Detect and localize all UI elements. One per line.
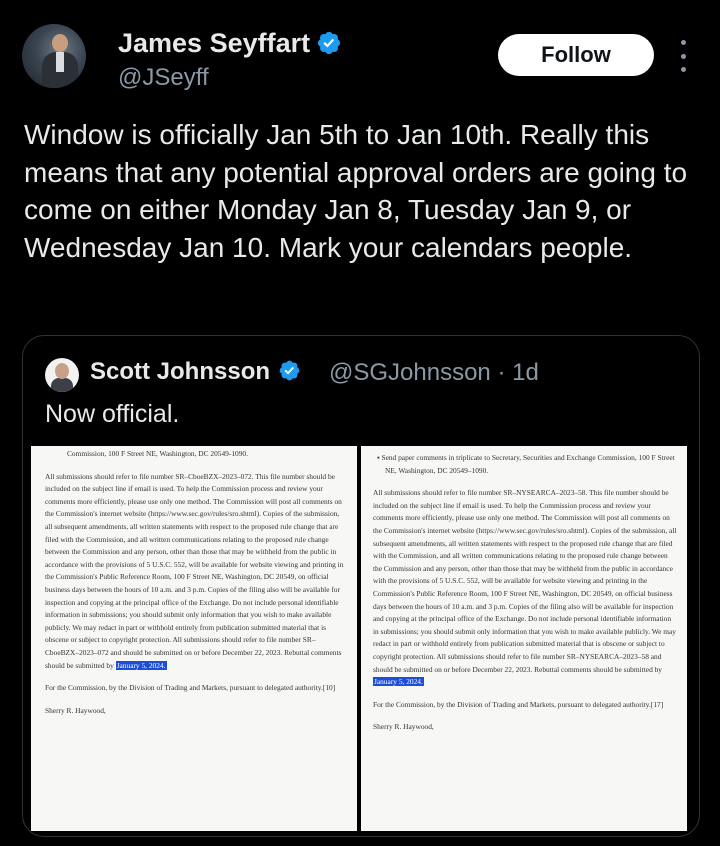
more-options-icon[interactable] [676,40,690,72]
quoted-avatar-figure-head [55,363,69,379]
author-avatar[interactable] [22,24,86,88]
quoted-author-name[interactable]: Scott Johnsson [90,358,271,385]
doc-paragraph [373,487,677,689]
doc-bullet: ▪ Send paper comments in triplicate to Secretary, Securities and Exchange Commission, 100 F Street NE, Washington, DC 20549–1090. [377,453,675,475]
quoted-author-meta[interactable] [329,359,539,387]
quoted-avatar-figure-body [51,378,73,392]
verified-badge-icon [316,30,342,56]
author-handle[interactable]: @JSeyff [118,64,209,91]
doc-address: Commission, 100 F Street NE, Washington, DC 20549-1090. [67,449,248,458]
document-image-right[interactable] [361,446,687,831]
doc-body-text: All submissions should refer to file number SR–NYSEARCA–2023–58. This file number should be included on the subject line if email is used. To help the Commission process and review your comments more efficiently, please use only one method. The Commission will post all comments on the Commission's internet website (https://www.sec.gov/rules/sro.shtml). Copies of the submission, all subsequent amendments, all written statements with respect to the proposed rule change that are filed with the Commission, and all written communications relating to the proposed rule change between the Commission and any person, other than those that may be withheld from the public in accordance with the provisions of 5 U.S.C. 552, will be available for website viewing and printing in the Commission's Public Reference Room, 100 F Street NE, Washington, DC 20549, on official business days between the hours of 10 a.m. and 3 p.m. Copies of the filing also will be available for inspection and copying at the principal office of the Exchange. Do not include personal identifiable information in submissions; you should submit only information that you wish to make available publicly. We may redact in part or withhold entirely from publication submitted material that is obscene or subject to copyright protection. All submissions should refer to file number SR–NYSEARCA–2023–58 and should be submitted on or before December 22, 2023. Rebuttal comments should be submitted by [373,488,677,674]
doc-body-text: All submissions should refer to file number SR–CboeBZX–2023–072. This file number should be included on the subject line if email is used. To help the Commission process and review your comments more efficiently, please use only one method. The Commission will post all comments on the Commission's internet website (https://www.sec.gov/rules/sro.shtml). Copies of the submission, all subsequent amendments, all written statements with respect to the proposed rule change that are filed with the Commission, and all written communications relating to the proposed rule change between the Commission and any person, other than those that may be withheld from the public in accordance with the provisions of 5 U.S.C. 552, will be available for website viewing and printing in the Commission's Public Reference Room, 100 F Street NE, Washington, DC 20549, on official business days between the hours of 10 a.m. and 3 p.m. Copies of the filing also will be available for inspection and copying at the principal office of the Exchange. Do not include personal identifiable information in submissions; you should submit only information that you wish to make available publicly. We may redact in part or withhold entirely from publication submitted material that is obscene or subject to copyright protection. All submissions should refer to file number SR–CboeBZX–2023–072 and should be submitted on or before December 22, 2023. Rebuttal comments should be submitted by [45,471,344,670]
follow-button[interactable]: Follow [498,34,654,76]
highlighted-date: January 5, 2024. [116,660,166,670]
avatar-figure-shirt [56,52,64,72]
tweet-text: Window is officially Jan 5th to Jan 10th. Really this means that any potential approval orders are going to come on either Monday Jan 8, Tuesday Jan 9, or Wednesday Jan 10. Mark your calendars people. [24,119,688,263]
doc-paragraph [45,471,347,673]
author-name[interactable]: James Seyffart [118,28,311,58]
doc-paragraph: For the Commission, by the Division of Trading and Markets, pursuant to delegated authority.[10] [45,683,336,693]
doc-signature: Sherry R. Haywood, [45,705,106,715]
document-image-left[interactable] [31,446,357,831]
quoted-tweet-text: Now official. [45,400,180,428]
highlighted-date: January 5, 2024. [374,677,423,687]
quoted-timestamp[interactable]: · 1d [497,359,539,386]
quoted-author-handle[interactable]: @SGJohnsson [329,359,491,386]
author-name-row[interactable] [118,28,342,59]
doc-paragraph: For the Commission, by the Division of Trading and Markets, pursuant to delegated authority.[17] [373,699,664,709]
doc-signature: Sherry R. Haywood, [373,722,434,732]
quoted-author-avatar[interactable] [45,358,79,392]
quoted-tweet-card[interactable] [22,335,700,837]
verified-badge-icon [278,359,301,382]
avatar-figure-head [52,34,68,52]
quoted-author-name-row[interactable] [90,358,301,386]
